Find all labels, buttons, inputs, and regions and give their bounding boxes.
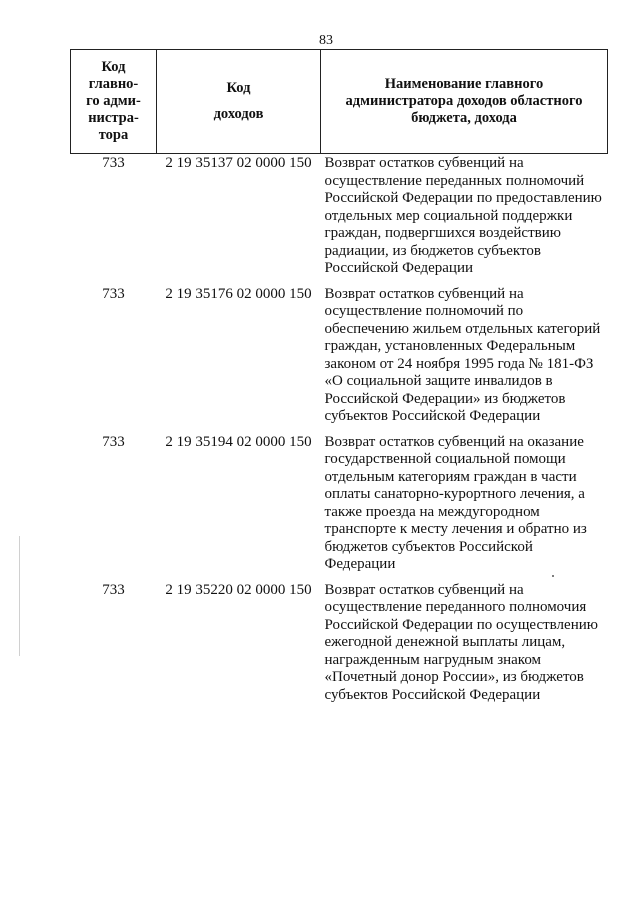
name-line: обеспечению жильем отдельных категорий	[324, 320, 601, 337]
name-line: Федерации	[324, 556, 396, 572]
name-line: Возврат остатков субвенций на	[324, 155, 524, 171]
name-line: законом от 24 ноября 1995 года № 181-ФЗ	[324, 355, 594, 372]
scan-margin-mark	[19, 536, 20, 656]
name-line: осуществление переданного полномочия	[324, 599, 587, 615]
scan-speck	[552, 575, 554, 577]
header-line: нистра-	[88, 110, 139, 126]
name-line: ежегодной денежной выплаты лицам,	[324, 634, 566, 650]
header-line: Код	[101, 59, 126, 75]
name-line: отдельным категориям граждан в части	[324, 468, 577, 485]
income-code-cell: 2 19 35194 02 0000 150	[165, 433, 312, 450]
header-line: доходов	[213, 106, 264, 122]
table-row	[71, 434, 608, 582]
header-line: администратора доходов областного	[345, 93, 583, 109]
name-line: награжденным нагрудным знаком	[324, 651, 542, 668]
name-line: осуществление полномочий по	[324, 303, 524, 319]
name-line: оплаты санаторно-курортного лечения, а	[324, 486, 585, 502]
name-cell	[321, 434, 608, 582]
name-cell	[321, 286, 608, 434]
name-line: Возврат остатков субвенций на	[324, 285, 524, 302]
income-code-cell: 2 19 35137 02 0000 150	[165, 155, 312, 171]
table-row	[71, 582, 608, 713]
header-line: главно-	[88, 76, 139, 92]
income-code-cell: 2 19 35176 02 0000 150	[165, 285, 312, 302]
name-line: Возврат остатков субвенций на	[324, 581, 524, 598]
table-header-row	[71, 50, 608, 154]
header-line: тора	[98, 127, 129, 143]
name-line: отдельных мер социальной поддержки	[324, 207, 573, 224]
name-line: «О социальной защите инвалидов в	[324, 373, 553, 389]
income-codes-table	[70, 49, 608, 712]
name-cell	[321, 582, 608, 713]
name-line: Российской Федерации по предоставлению	[324, 190, 602, 206]
name-line: Российской Федерации» из бюджетов	[324, 390, 566, 407]
name-line: «Почетный донор России», из бюджетов	[324, 669, 584, 685]
name-line: граждан, подвергшихся воздействию	[324, 225, 561, 241]
income-code-cell: 2 19 35220 02 0000 150	[165, 581, 312, 598]
name-line: государственной социальной помощи	[324, 451, 566, 467]
header-admin-code	[71, 50, 157, 154]
header-income-code	[157, 50, 321, 154]
header-line: бюджета, дохода	[411, 110, 517, 126]
header-name	[321, 50, 608, 154]
admin-code-cell: 733	[102, 285, 125, 302]
header-line: Код	[226, 80, 251, 96]
name-line: транспорте к месту лечения и обратно из	[324, 521, 587, 537]
name-line: также проезда на междугородном	[324, 503, 540, 520]
table-row	[71, 286, 608, 434]
name-line: бюджетов субъектов Российской	[324, 538, 533, 555]
header-line: Наименование главного	[384, 76, 544, 92]
name-cell	[321, 154, 608, 286]
name-line: Возврат остатков субвенций на оказание	[324, 433, 584, 450]
admin-code-cell: 733	[102, 581, 125, 598]
admin-code-cell: 733	[102, 155, 125, 171]
name-line: Российской Федерации по осуществлению	[324, 616, 598, 633]
page-number: 83	[319, 33, 333, 48]
name-line: субъектов Российской Федерации	[324, 408, 541, 424]
name-line: субъектов Российской Федерации	[324, 686, 541, 703]
table-row	[71, 154, 608, 286]
name-line: радиации, из бюджетов субъектов	[324, 242, 541, 259]
header-line: го адми-	[86, 93, 141, 109]
name-line: граждан, установленных Федеральным	[324, 338, 576, 354]
name-line: Российской Федерации	[324, 260, 474, 276]
name-line: осуществление переданных полномочий	[324, 172, 585, 189]
admin-code-cell: 733	[102, 433, 125, 450]
